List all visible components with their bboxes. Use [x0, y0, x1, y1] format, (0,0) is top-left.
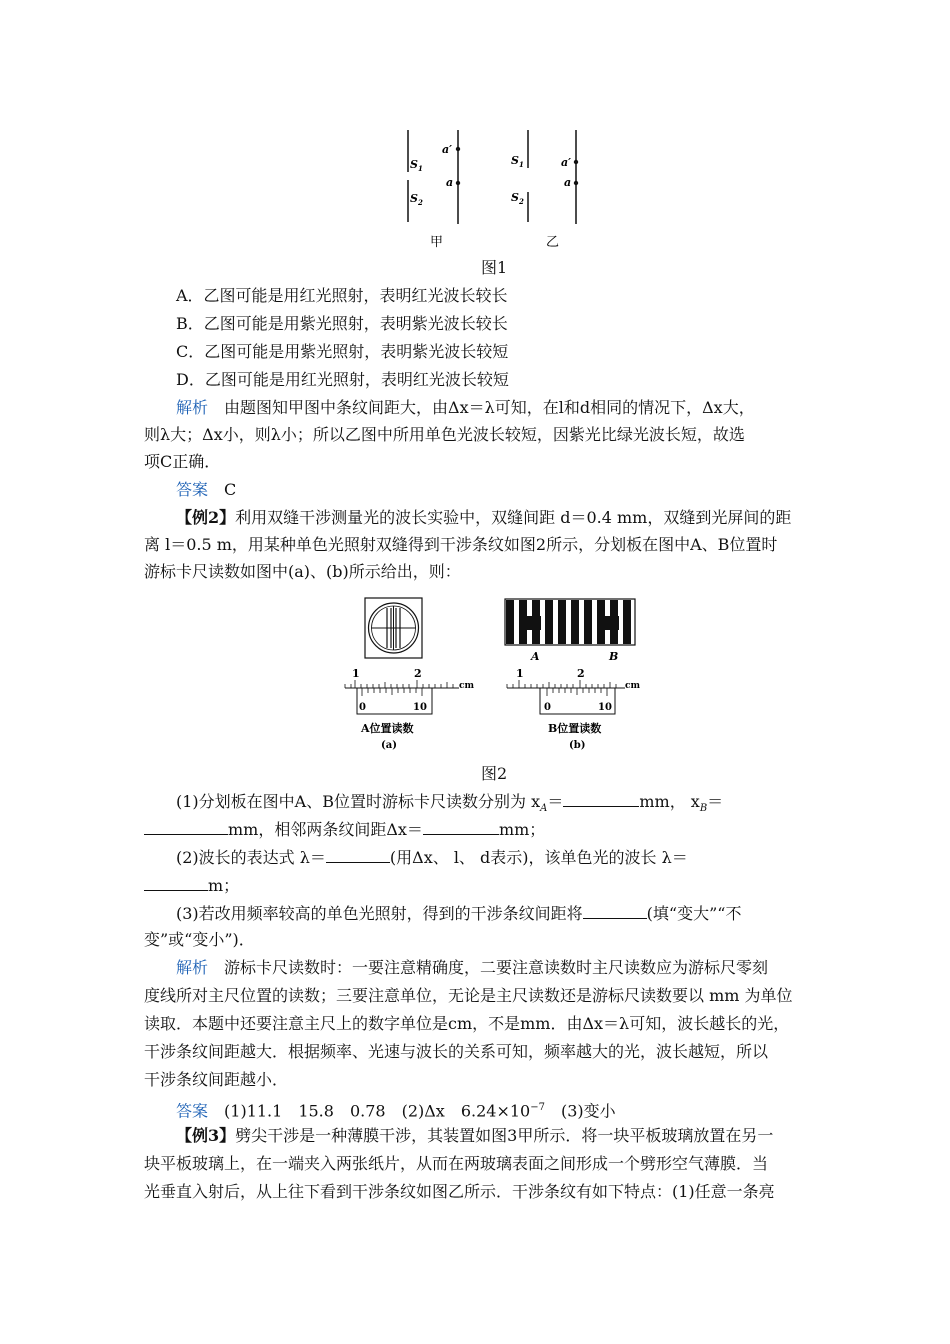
fig2-caption: 图2: [481, 764, 508, 783]
q3-line1: [176, 902, 741, 925]
answer-value: C: [224, 480, 237, 499]
label-A: A: [531, 650, 540, 663]
caliper-b-vernier-0: 0: [544, 702, 551, 713]
caliper-a-unit: cm: [459, 681, 475, 691]
caliper-a-vernier-ticks: [362, 688, 422, 696]
ex1-analysis-line2: 则λ大；Δx小，则λ小；所以乙图中所用单色光波长较短，因紫光比绿光波长短，故选: [144, 425, 745, 444]
svg-text:S1: [410, 158, 423, 173]
q1-text-e: mm，相邻两条纹间距Δx＝: [228, 820, 423, 839]
caliper-b: [507, 667, 640, 751]
caliper-b-label: B位置读数: [548, 722, 602, 735]
analysis-text: 由题图知甲图中条纹间距大，由Δx＝λ可知，在l和d相同的情况下，Δx大，: [224, 398, 755, 417]
ex1-analysis-line1: [176, 397, 806, 419]
answer-blank-change[interactable]: [583, 902, 647, 919]
figure-2: [335, 592, 655, 757]
caliper-b-scale-2: 2: [577, 667, 585, 680]
a-prime-label-right: a′: [561, 156, 572, 169]
caliper-b-vernier-10: 10: [598, 702, 612, 713]
q3-text-b: (填“变大”“不: [646, 904, 742, 923]
fringe-stripe: [545, 600, 553, 644]
point-a-prime-left: [456, 147, 460, 151]
fig1-label-jia: 甲: [430, 235, 444, 250]
svg-text:S2: [511, 191, 524, 206]
ex3-line2: 块平板玻璃上，在一端夹入两张纸片，从而在两玻璃表面之间形成一个劈形空气薄膜．当: [144, 1154, 769, 1173]
point-a-right: [574, 181, 578, 185]
option-b: B．乙图可能是用紫光照射，表明紫光波长较长: [176, 314, 508, 333]
caliper-a-vernier-0: 0: [359, 702, 366, 713]
q1-text-f: mm；: [498, 820, 546, 839]
ex2-line1: [176, 507, 791, 529]
answer-keyword: 答案: [176, 480, 209, 499]
caliper-b-sub: (b): [569, 740, 586, 751]
ex2-text-1: 利用双缝干涉测量光的波长实验中，双缝间距 d＝0.4 mm，双缝到光屏间的距: [235, 508, 792, 527]
fringe-stripe: [623, 600, 631, 644]
ex2-analysis-line1: [176, 957, 768, 979]
caliper-a-vernier-10: 10: [413, 702, 427, 713]
caliper-a: [345, 667, 474, 751]
analysis-keyword: 解析: [176, 398, 209, 417]
q2-text-a: (2)波长的表达式 λ＝: [176, 848, 326, 867]
q2-text-c: m；: [208, 876, 240, 895]
a-label-right: a: [564, 176, 572, 189]
ex3-text-1: 劈尖干涉是一种薄膜干涉，其装置如图3甲所示．将一块平板玻璃放置在另一: [235, 1126, 774, 1145]
s2-sub-left: 2: [417, 198, 423, 207]
ex2-analysis-line2: 度线所对主尺位置的读数；三要注意单位，无论是主尺读数还是游标尺读数要以 mm 为单位: [144, 986, 793, 1005]
fringe-stripe: [597, 600, 605, 644]
a-prime-label-left: a′: [442, 143, 453, 156]
answer-text-2: (3)变小: [544, 1101, 616, 1121]
figure-1: [380, 122, 600, 252]
analysis-keyword: 解析: [176, 958, 209, 977]
fringe-stripe: [519, 600, 527, 644]
fringe-stripe: [558, 600, 566, 644]
q1-text-b: ＝: [547, 792, 564, 811]
fig1-caption: 图1: [481, 258, 508, 277]
ex2-tag: 【例2】: [176, 508, 236, 527]
s2-sub-right: 2: [518, 197, 524, 206]
point-a-prime-right: [574, 160, 578, 164]
q1-line2: [144, 818, 545, 841]
fringe-stripe: [506, 600, 514, 644]
option-c: C．乙图可能是用紫光照射，表明紫光波长较短: [176, 342, 509, 361]
q1-sub-b: B: [699, 803, 708, 815]
ex2-line2: 离 l＝0.5 m，用某种单色光照射双缝得到干涉条纹如图2所示，分划板在图中A、B位置时: [144, 535, 778, 554]
caliper-b-scale-1: 1: [516, 667, 524, 680]
q1-text-d: ＝: [707, 792, 724, 811]
option-d: D．乙图可能是用红光照射，表明红光波长较短: [176, 370, 509, 389]
caliper-a-label: A位置读数: [361, 722, 414, 735]
s1-sub-left: 1: [417, 164, 423, 173]
q3-text-a: (3)若改用频率较高的单色光照射，得到的干涉条纹间距将: [176, 904, 583, 923]
s1-label-left: S: [410, 158, 418, 171]
svg-text:S1: [511, 154, 524, 169]
s1-sub-right: 1: [518, 160, 524, 169]
answer-keyword: 答案: [176, 1101, 209, 1121]
ex2-answer: [176, 1097, 616, 1122]
fringe-stripe: [571, 600, 579, 644]
ex1-analysis-line3: 项C正确．: [144, 452, 221, 471]
q3-line2: 变”或“变小”)．: [144, 930, 255, 949]
q1-sub-a: A: [540, 803, 548, 815]
ex3-line1: [176, 1125, 773, 1147]
marker-b: [605, 616, 619, 630]
caliper-b-unit: cm: [625, 681, 641, 691]
caliper-b-vernier-ticks: [547, 688, 607, 696]
q2-text-b: (用Δx、 l、 d表示)，该单色光的波长 λ＝: [389, 848, 688, 867]
q1-text-c: mm， x: [639, 792, 700, 811]
answer-exponent: −7: [530, 1102, 545, 1113]
ex3-tag: 【例3】: [176, 1126, 236, 1145]
q2-line2: [144, 874, 239, 897]
answer-text-1: (1)11.1 15.8 0.78 (2)Δx 6.24×10: [224, 1101, 531, 1121]
answer-blank-dx[interactable]: [423, 818, 499, 835]
ex3-line3: 光垂直入射后，从上往下看到干涉条纹如图乙所示．干涉条纹有如下特点：(1)任意一条亮: [144, 1182, 775, 1201]
point-a-left: [456, 181, 460, 185]
option-a: A．乙图可能是用红光照射，表明红光波长较长: [176, 286, 508, 305]
ex2-line3: 游标卡尺读数如图中(a)、(b)所示给出，则：: [144, 562, 461, 581]
caliper-a-main-ticks: [345, 680, 453, 688]
answer-blank-xb[interactable]: [144, 818, 228, 835]
ex2-analysis-line5: 干涉条纹间距越小．: [144, 1070, 289, 1089]
q1-line1: [176, 790, 723, 820]
ex2-analysis-line3: 读取．本题中还要注意主尺上的数字单位是cm，不是mm．由Δx＝λ可知，波长越长的光，: [144, 1014, 790, 1033]
caliper-b-main-ticks: [507, 680, 616, 688]
s2-label-left: S: [410, 192, 418, 205]
marker-a: [527, 616, 541, 630]
fig1-label-yi: 乙: [546, 235, 560, 250]
svg-text:S2: [410, 192, 423, 207]
s1-label-right: S: [511, 154, 519, 167]
fringe-stripe: [584, 600, 592, 644]
caliper-a-sub: (a): [381, 740, 397, 751]
answer-blank-wavelength[interactable]: [144, 874, 208, 891]
caliper-a-scale-2: 2: [414, 667, 422, 680]
label-B: B: [609, 650, 619, 663]
answer-blank-xa[interactable]: [563, 790, 639, 807]
ex2-analysis-line4: 干涉条纹间距越大．根据频率、光速与波长的关系可知，频率越大的光，波长越短，所以: [144, 1042, 769, 1061]
ex1-answer: [176, 479, 236, 501]
q1-text-a: (1)分划板在图中A、B位置时游标卡尺读数分别为 x: [176, 792, 541, 811]
caliper-a-scale-1: 1: [352, 667, 360, 680]
analysis-text: 游标卡尺读数时：一要注意精确度，二要注意读数时主尺读数应为游标尺零刻: [224, 958, 769, 977]
a-label-left: a: [446, 176, 454, 189]
answer-blank-expression[interactable]: [326, 846, 390, 863]
s2-label-right: S: [511, 191, 519, 204]
q2-line1: [176, 846, 688, 869]
